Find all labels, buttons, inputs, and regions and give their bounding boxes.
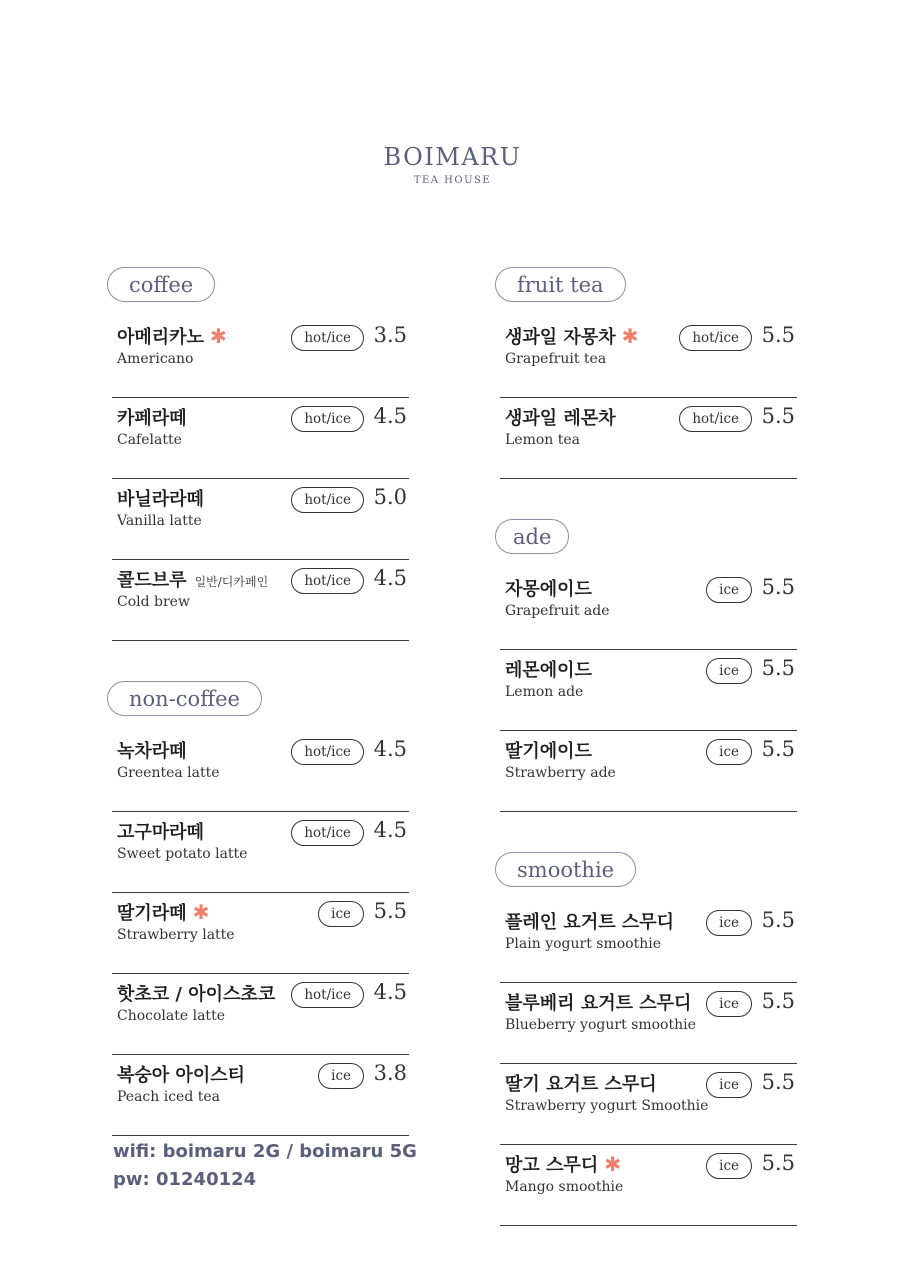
item-name-ko: 블루베리 요거트 스무디 <box>505 993 692 1014</box>
menu-item <box>500 569 797 650</box>
section-smoothie <box>500 852 797 1226</box>
temperature-option-badge: hot/ice <box>291 406 364 432</box>
item-price: 5.5 <box>761 575 795 599</box>
temperature-option-badge: hot/ice <box>679 406 752 432</box>
item-name-ko: 카페라떼 <box>117 408 187 429</box>
item-name-en: Mango smoothie <box>505 1179 624 1195</box>
menu-column-right <box>500 267 797 1266</box>
item-name-en: Cafelatte <box>117 432 182 448</box>
item-name-ko: 플레인 요거트 스무디 <box>505 912 675 933</box>
item-name-en: Grapefruit ade <box>505 603 610 619</box>
recommended-star-icon: ✱ <box>604 1152 621 1176</box>
temperature-option-badge: ice <box>706 658 752 684</box>
item-name-en: Cold brew <box>117 594 190 610</box>
brand-subtitle: TEA HOUSE <box>413 175 492 186</box>
wifi-network: wifi: boimaru 2G / boimaru 5G <box>113 1141 417 1162</box>
item-price: 4.5 <box>373 818 407 842</box>
menu-item <box>500 902 797 983</box>
temperature-option-badge: ice <box>706 739 752 765</box>
temperature-option-badge: ice <box>706 1072 752 1098</box>
item-name-ko: 녹차라떼 <box>117 741 187 762</box>
temperature-option-badge: hot/ice <box>291 568 364 594</box>
menu-item <box>500 398 797 479</box>
item-price: 4.5 <box>373 404 407 428</box>
item-name-ko: 딸기에이드 <box>505 741 592 762</box>
logo <box>0 142 905 186</box>
menu-item <box>112 479 409 560</box>
item-price: 3.5 <box>373 323 407 347</box>
item-price: 5.5 <box>761 656 795 680</box>
section-non-coffee <box>112 681 409 1136</box>
wifi-password: pw: 01240124 <box>113 1169 257 1190</box>
recommended-star-icon: ✱ <box>621 324 639 348</box>
item-name-ko: 딸기라떼 <box>117 903 187 924</box>
temperature-option-badge: ice <box>706 910 752 936</box>
menu-item <box>500 317 797 398</box>
menu-item <box>112 731 409 812</box>
section-title-smoothie: smoothie <box>495 852 636 887</box>
item-name-en: Lemon ade <box>505 684 584 700</box>
item-name-en: Chocolate latte <box>117 1008 225 1024</box>
item-name-ko: 생과일 자몽차 <box>505 327 616 348</box>
menu-item <box>112 893 409 974</box>
menu-item <box>500 983 797 1064</box>
item-name-en: Sweet potato latte <box>117 846 248 862</box>
temperature-option-badge: hot/ice <box>291 820 364 846</box>
section-fruit-tea <box>500 267 797 479</box>
item-name-ko: 레몬에이드 <box>505 660 592 681</box>
item-price: 5.5 <box>761 737 795 761</box>
recommended-star-icon: ✱ <box>192 900 210 924</box>
item-subnote: 일반/디카페인 <box>194 575 269 589</box>
temperature-option-badge: hot/ice <box>679 325 752 351</box>
item-name-ko: 콜드브루 <box>117 570 187 591</box>
temperature-option-badge: hot/ice <box>291 325 364 351</box>
temperature-option-badge: ice <box>318 1063 364 1089</box>
item-name-ko: 핫초코 / 아이스초코 <box>117 984 276 1005</box>
menu-item <box>112 1055 409 1136</box>
item-name-ko: 자몽에이드 <box>505 579 592 600</box>
temperature-option-badge: ice <box>706 577 752 603</box>
item-name-en: Peach iced tea <box>117 1089 221 1105</box>
item-name-ko: 망고 스무디 <box>505 1155 599 1176</box>
item-price: 5.5 <box>373 899 407 923</box>
item-name-en: Vanilla latte <box>117 513 202 529</box>
section-coffee <box>112 267 409 641</box>
item-price: 3.8 <box>373 1061 407 1085</box>
menu-item <box>112 812 409 893</box>
item-price: 5.5 <box>761 1070 795 1094</box>
item-price: 5.5 <box>761 323 795 347</box>
temperature-option-badge: ice <box>706 991 752 1017</box>
item-name-ko: 아메리카노 <box>117 327 204 348</box>
menu-item <box>500 650 797 731</box>
menu-item <box>112 317 409 398</box>
item-name-ko: 생과일 레몬차 <box>505 408 616 429</box>
item-name-en: Plain yogurt smoothie <box>505 936 661 952</box>
item-price: 5.5 <box>761 404 795 428</box>
temperature-option-badge: ice <box>706 1153 752 1179</box>
section-title-non-coffee: non-coffee <box>107 681 262 716</box>
item-price: 5.5 <box>761 908 795 932</box>
item-price: 4.5 <box>373 737 407 761</box>
menu-item <box>112 560 409 641</box>
item-name-en: Strawberry ade <box>505 765 616 781</box>
item-price: 5.5 <box>761 989 795 1013</box>
item-price: 4.5 <box>373 980 407 1004</box>
menu-item <box>500 1145 797 1226</box>
item-price: 5.5 <box>761 1151 795 1175</box>
section-title-fruit-tea: fruit tea <box>495 267 626 302</box>
wifi-info <box>113 1138 417 1194</box>
item-name-en: Americano <box>117 351 194 367</box>
item-name-ko: 고구마라떼 <box>117 822 204 843</box>
brand-name: BOIMARU <box>383 143 522 171</box>
item-name-en: Grapefruit tea <box>505 351 607 367</box>
item-price: 5.0 <box>373 485 407 509</box>
item-name-ko: 복숭아 아이스티 <box>117 1065 245 1086</box>
item-name-en: Lemon tea <box>505 432 581 448</box>
temperature-option-badge: hot/ice <box>291 487 364 513</box>
menu-column-left <box>112 267 409 1176</box>
menu-item <box>112 398 409 479</box>
section-title-ade: ade <box>495 519 569 554</box>
menu-item <box>500 1064 797 1145</box>
item-name-en: Strawberry latte <box>117 927 235 943</box>
section-ade <box>500 519 797 812</box>
item-price: 4.5 <box>373 566 407 590</box>
temperature-option-badge: hot/ice <box>291 739 364 765</box>
temperature-option-badge: hot/ice <box>291 982 364 1008</box>
item-name-en: Strawberry yogurt Smoothie <box>505 1098 709 1114</box>
section-title-coffee: coffee <box>107 267 215 302</box>
menu-item <box>112 974 409 1055</box>
temperature-option-badge: ice <box>318 901 364 927</box>
item-name-en: Greentea latte <box>117 765 220 781</box>
menu-item <box>500 731 797 812</box>
item-name-ko: 바닐라라떼 <box>117 489 204 510</box>
item-name-en: Blueberry yogurt smoothie <box>505 1017 696 1033</box>
item-name-ko: 딸기 요거트 스무디 <box>505 1074 657 1095</box>
recommended-star-icon: ✱ <box>209 324 227 348</box>
